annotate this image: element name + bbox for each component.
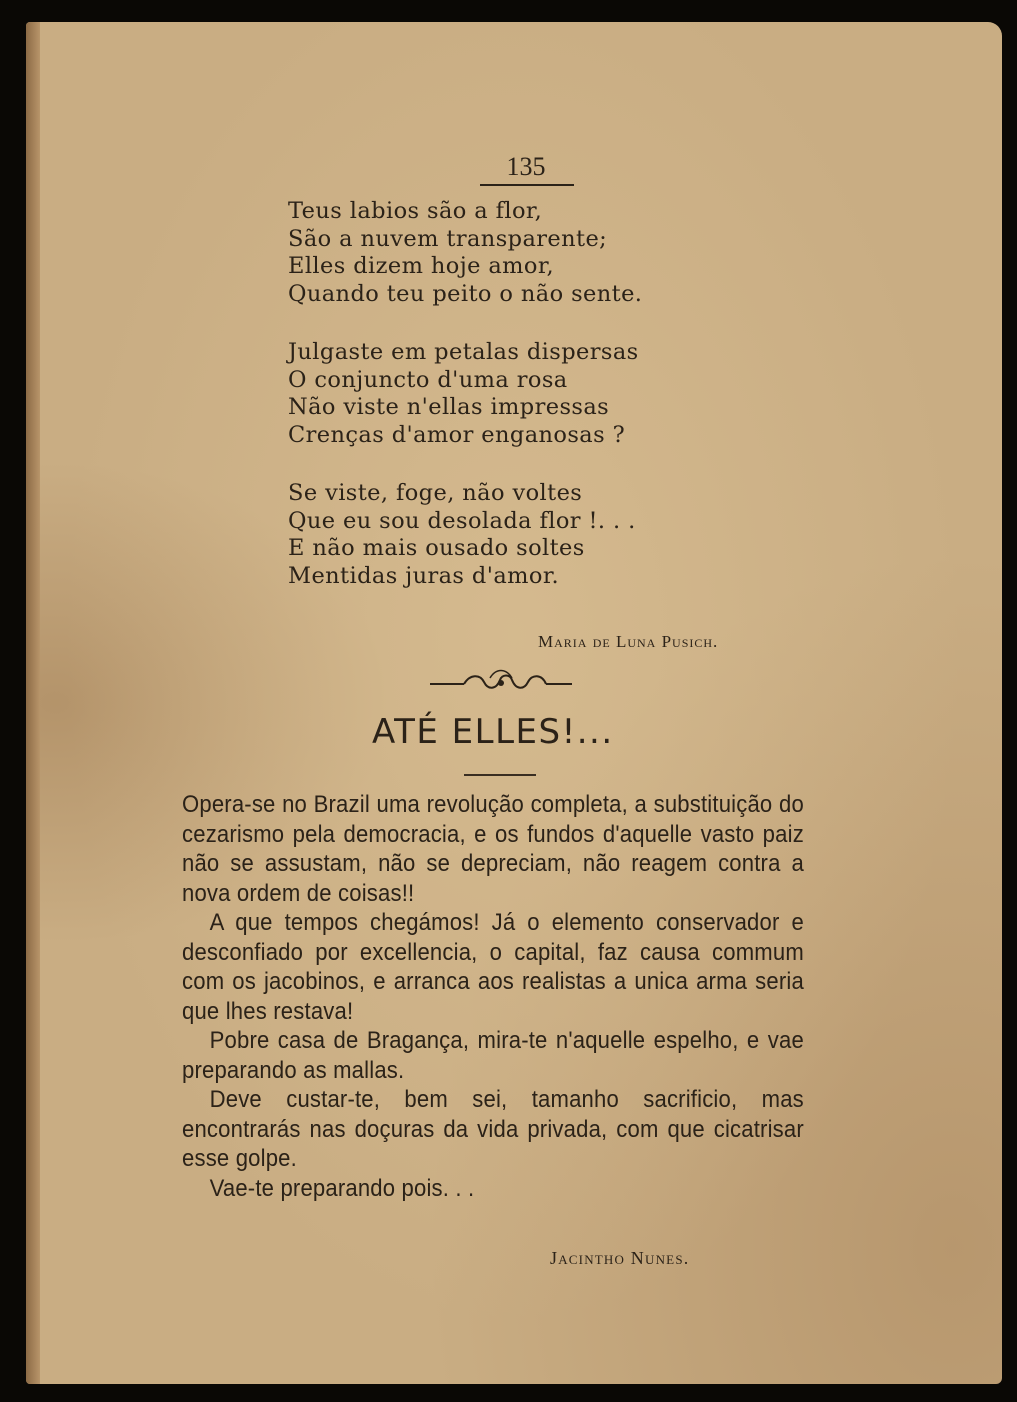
poem-author: Maria de Luna Pusich.: [538, 632, 719, 651]
book-page: [26, 22, 1002, 1384]
article-author: Jacintho Nunes.: [550, 1248, 690, 1268]
page-binding-edge: [26, 22, 40, 1384]
poem-line: Não viste n'ellas impressas: [288, 394, 610, 420]
poem-line: O conjuncto d'uma rosa: [288, 366, 568, 393]
poem-line: São a nuvem transparente;: [288, 225, 608, 252]
poem-line: Mentidas juras d'amor.: [288, 562, 560, 589]
poem-line: Que eu sou desolada flor !. . .: [288, 507, 636, 534]
poem-line: Teus labios são a flor,: [288, 198, 543, 224]
page-number-underline: [480, 184, 574, 186]
poem-stanza: [288, 339, 708, 449]
poem-line: Elles dizem hoje amor,: [288, 253, 555, 279]
poem-line: E não mais ousado soltes: [288, 535, 585, 561]
article-paragraph: Opera-se no Brazil uma revolução completa, a substituição do cezarismo pela democracia, e os fundos d'aquelle vasto paiz não se assustam, não se depreciam, não reagem contra a nova ordem de coisas!!: [182, 791, 804, 907]
poem-line: Quando teu peito o não sente.: [288, 280, 643, 307]
article-paragraph: A que tempos chegámos! Já o elemento conservador e desconfiado por excellencia, o capital, faz causa commum com os jacobinos, e arranca aos realistas a unica arma seria que lhes restava!: [182, 909, 804, 1025]
article-paragraph: Pobre casa de Bragança, mira-te n'aquelle espelho, e vae preparando as mallas.: [182, 1027, 804, 1084]
article-paragraph: Vae-te preparando pois. . .: [209, 1174, 475, 1202]
poem-line: Crenças d'amor enganosas ?: [288, 421, 626, 448]
poem-stanza: [288, 198, 708, 308]
article-paragraph: Deve custar-te, bem sei, tamanho sacrificio, mas encontrarás nas doçuras da vida privada, com que cicatrisar esse golpe.: [182, 1086, 804, 1172]
ornament-divider-icon: [426, 664, 576, 700]
poem: [288, 198, 708, 621]
article-title: ATÉ ELLES!...: [372, 712, 614, 752]
poem-stanza: [288, 480, 708, 590]
poem-line: Se viste, foge, não voltes: [288, 480, 583, 506]
page-number: 135: [506, 152, 546, 181]
title-underline: [464, 774, 536, 776]
poem-line: Julgaste em petalas dispersas: [288, 339, 639, 365]
article-body: [182, 790, 804, 1203]
